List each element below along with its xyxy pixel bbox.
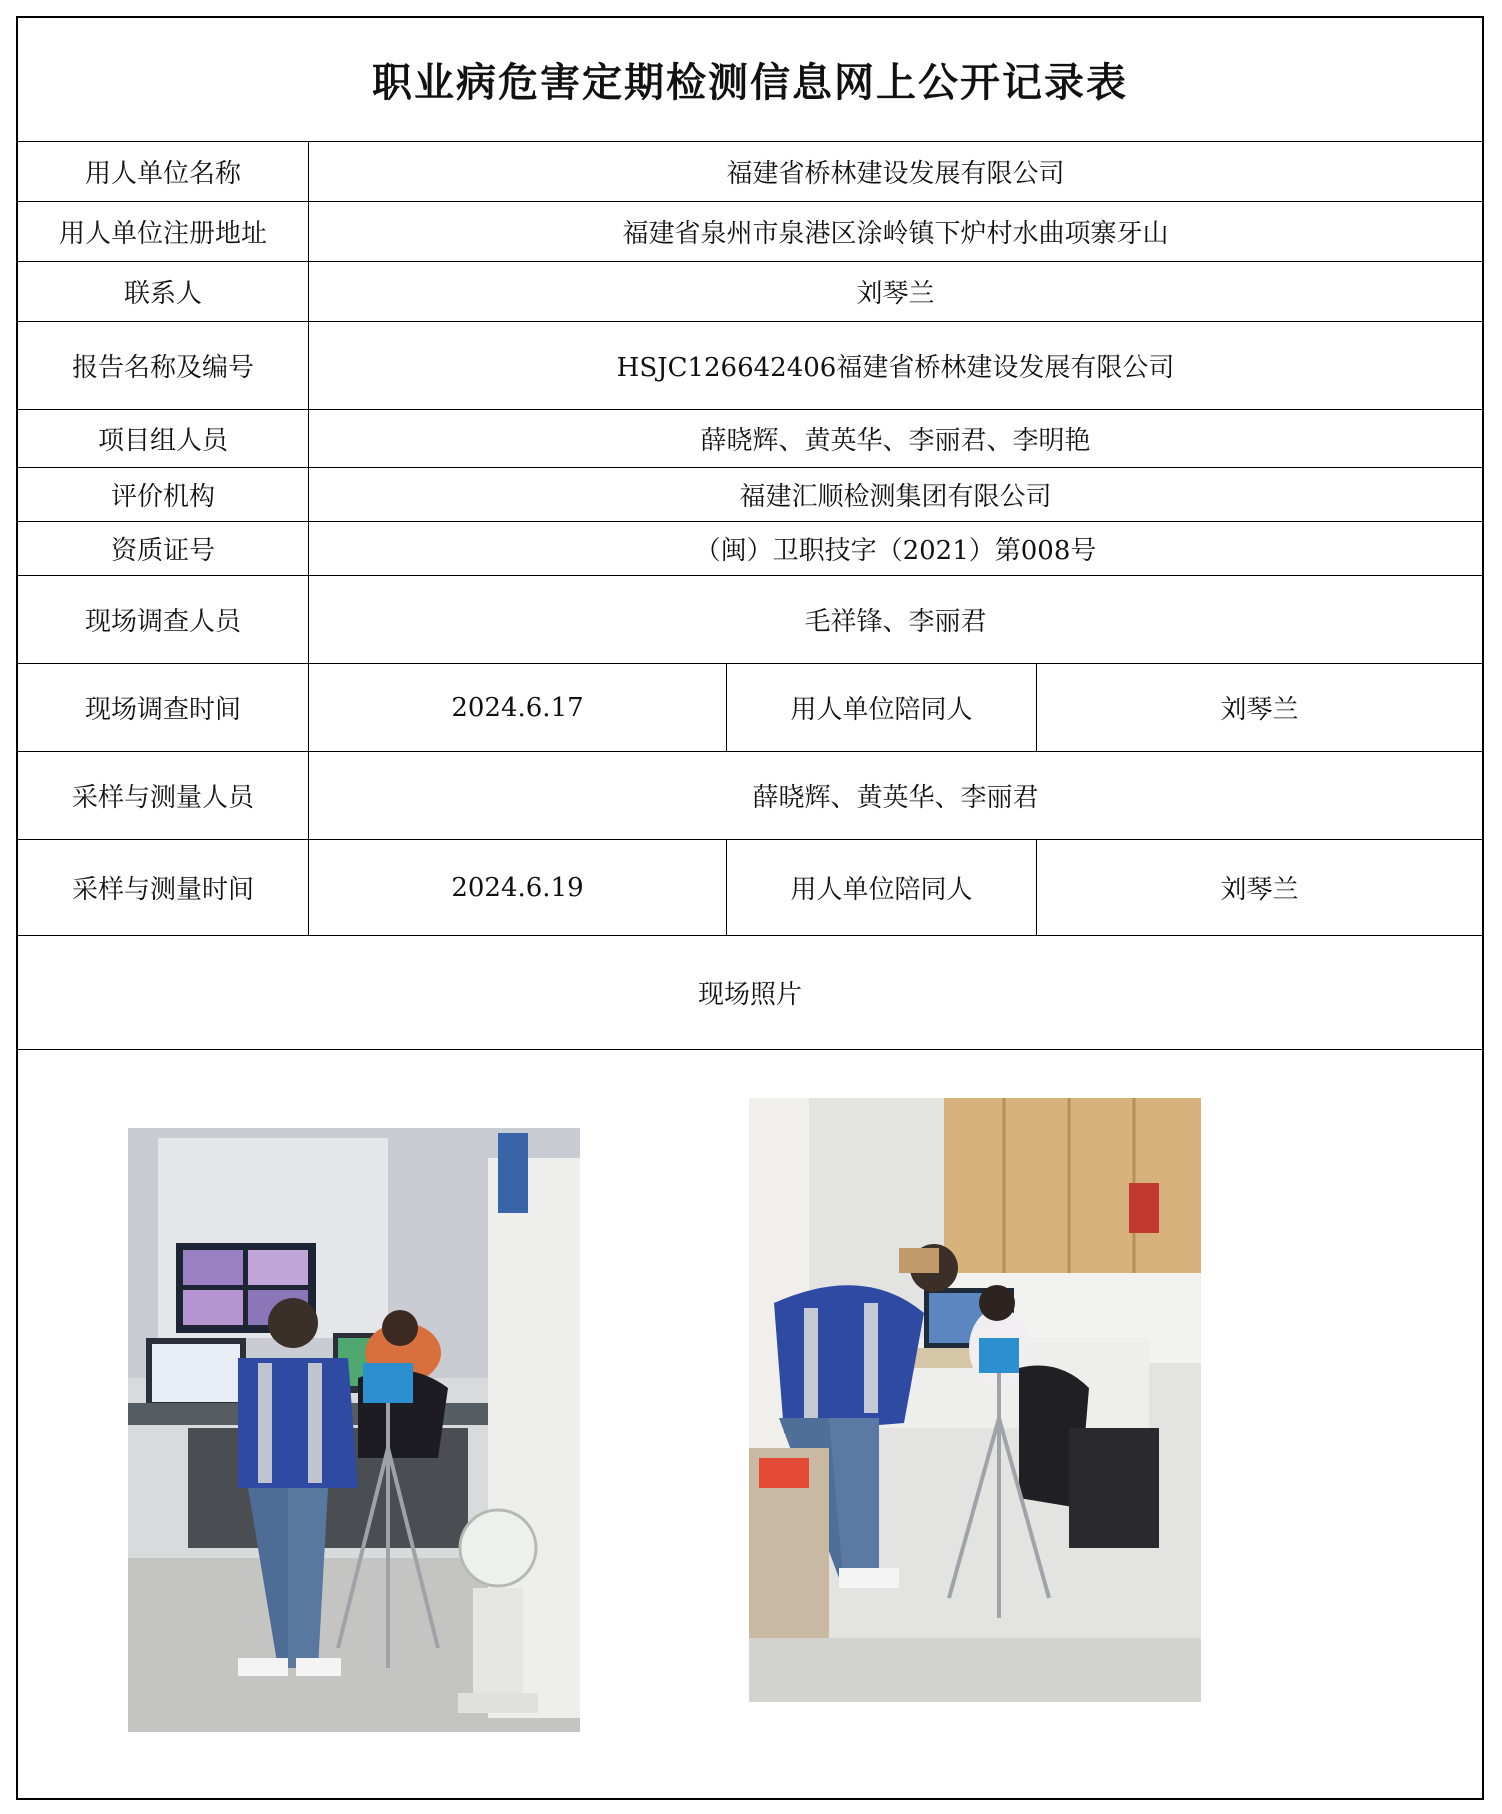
employer-address-label: 用人单位注册地址 <box>58 219 267 249</box>
record-table <box>16 16 1484 1800</box>
row-employer-address <box>18 202 1482 262</box>
project-team-label: 项目组人员 <box>97 426 228 456</box>
row-evaluator <box>18 468 1482 522</box>
row-project-team <box>18 410 1482 468</box>
site-photo-1 <box>128 1128 580 1732</box>
row-photos-header <box>18 936 1482 1050</box>
sampling-time-label: 采样与测量时间 <box>71 875 254 905</box>
row-employer-name <box>18 142 1482 202</box>
contact-label: 联系人 <box>123 279 202 309</box>
survey-staff-label: 现场调查人员 <box>84 607 241 637</box>
sampling-time-value: 2024.6.19 <box>308 840 726 935</box>
survey-companion-label: 用人单位陪同人 <box>726 664 1036 751</box>
evaluator-label: 评价机构 <box>110 482 215 512</box>
employer-name-value: 福建省桥林建设发展有限公司 <box>308 142 1482 201</box>
row-sampling-time <box>18 840 1482 936</box>
report-label: 报告名称及编号 <box>71 353 254 383</box>
row-license <box>18 522 1482 576</box>
project-team-value: 薛晓辉、黄英华、李丽君、李明艳 <box>308 410 1482 467</box>
row-sampling-staff <box>18 752 1482 840</box>
license-label: 资质证号 <box>110 536 215 566</box>
sampling-staff-label: 采样与测量人员 <box>71 783 254 813</box>
employer-name-label: 用人单位名称 <box>84 159 241 189</box>
license-value: （闽）卫职技字（2021）第008号 <box>308 522 1482 575</box>
contact-value: 刘琴兰 <box>308 262 1482 321</box>
evaluator-value: 福建汇顺检测集团有限公司 <box>308 468 1482 521</box>
survey-staff-value: 毛祥锋、李丽君 <box>308 576 1482 663</box>
employer-address-value: 福建省泉州市泉港区涂岭镇下炉村水曲项寨牙山 <box>308 202 1482 261</box>
survey-time-label: 现场调查时间 <box>84 695 241 725</box>
sampling-staff-value: 薛晓辉、黄英华、李丽君 <box>308 752 1482 839</box>
sampling-companion-label: 用人单位陪同人 <box>726 840 1036 935</box>
row-contact <box>18 262 1482 322</box>
row-survey-staff <box>18 576 1482 664</box>
row-survey-time <box>18 664 1482 752</box>
title-row <box>18 18 1482 142</box>
row-report <box>18 322 1482 410</box>
sampling-companion-value: 刘琴兰 <box>1036 840 1482 935</box>
survey-time-value: 2024.6.17 <box>308 664 726 751</box>
site-photo-2 <box>749 1098 1201 1702</box>
survey-companion-value: 刘琴兰 <box>1036 664 1482 751</box>
photos-label: 现场照片 <box>697 980 802 1010</box>
report-value: HSJC126642406福建省桥林建设发展有限公司 <box>308 322 1482 409</box>
page-title: 职业病危害定期检测信息网上公开记录表 <box>372 59 1128 106</box>
